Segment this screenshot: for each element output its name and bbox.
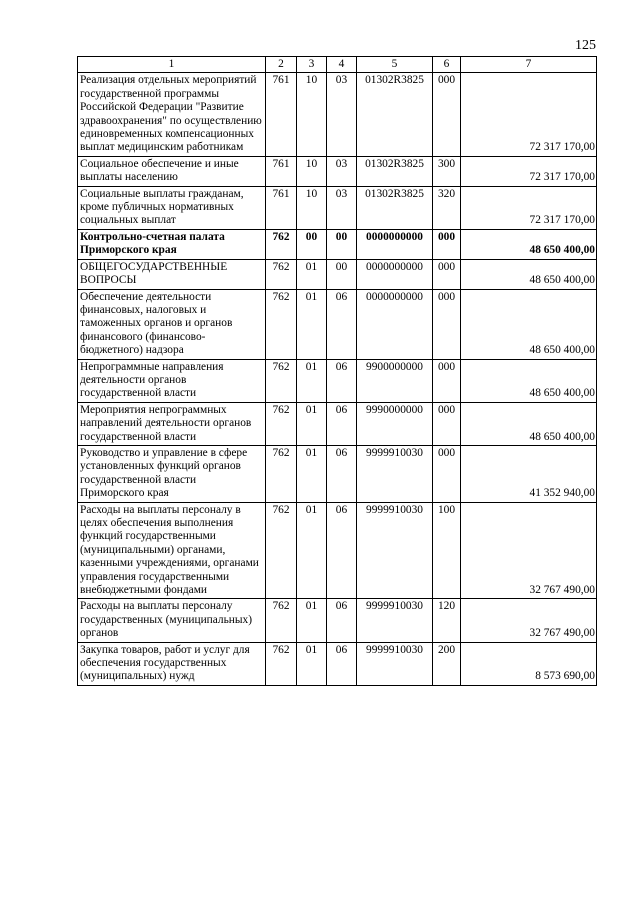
- row-name-cell: Обеспечение деятельности финансовых, налоговых и таможенных органов и органов финансового (финансово-бюджетного) надзора: [78, 289, 266, 359]
- row-type-cell: 000: [433, 73, 461, 156]
- row-name-cell: Мероприятия непрограммных направлений деятельности органов государственной власти: [78, 402, 266, 445]
- row-name-cell: Закупка товаров, работ и услуг для обеспечения государственных (муниципальных) нужд: [78, 642, 266, 685]
- row-name-cell: Реализация отдельных мероприятий государственной программы Российской Федерации "Развитие здравоохранения" по осуществлению единовременных компенсационных выплат медицинским работникам: [78, 73, 266, 156]
- row-type-cell: 320: [433, 186, 461, 229]
- row-amount-cell: 8 573 690,00: [461, 642, 597, 685]
- row-target-cell: 0000000000: [357, 229, 433, 259]
- row-target-cell: 9900000000: [357, 359, 433, 402]
- table-row: [78, 259, 597, 289]
- row-amount-cell: 32 767 490,00: [461, 502, 597, 599]
- row-section-cell: 01: [297, 259, 327, 289]
- header-cell: 6: [433, 57, 461, 73]
- table-row: [78, 229, 597, 259]
- row-target-cell: 01302R3825: [357, 73, 433, 156]
- row-amount-cell: 72 317 170,00: [461, 73, 597, 156]
- row-code-cell: 762: [266, 642, 297, 685]
- row-subsection-cell: 06: [327, 445, 357, 502]
- row-target-cell: 9999910030: [357, 502, 433, 599]
- row-code-cell: 762: [266, 445, 297, 502]
- row-amount-cell: 48 650 400,00: [461, 359, 597, 402]
- row-subsection-cell: 03: [327, 73, 357, 156]
- row-code-cell: 762: [266, 502, 297, 599]
- row-subsection-cell: 06: [327, 599, 357, 642]
- row-type-cell: 000: [433, 445, 461, 502]
- budget-table: [77, 56, 597, 686]
- table-row: [78, 642, 597, 685]
- row-subsection-cell: 06: [327, 642, 357, 685]
- row-name-cell: Руководство и управление в сфере установленных функций органов государственной власти Приморского края: [78, 445, 266, 502]
- row-code-cell: 762: [266, 599, 297, 642]
- table-row: [78, 156, 597, 186]
- row-code-cell: 761: [266, 186, 297, 229]
- row-target-cell: 0000000000: [357, 289, 433, 359]
- table-body: [78, 57, 597, 686]
- row-name-cell: Расходы на выплаты персоналу государственных (муниципальных) органов: [78, 599, 266, 642]
- row-code-cell: 762: [266, 359, 297, 402]
- table-row: [78, 359, 597, 402]
- row-type-cell: 100: [433, 502, 461, 599]
- header-cell: 4: [327, 57, 357, 73]
- header-cell: 3: [297, 57, 327, 73]
- row-type-cell: 000: [433, 259, 461, 289]
- row-name-cell: Непрограммные направления деятельности органов государственной власти: [78, 359, 266, 402]
- row-amount-cell: 48 650 400,00: [461, 289, 597, 359]
- row-section-cell: 01: [297, 599, 327, 642]
- row-amount-cell: 48 650 400,00: [461, 259, 597, 289]
- table-row: [78, 186, 597, 229]
- row-section-cell: 10: [297, 73, 327, 156]
- row-target-cell: 01302R3825: [357, 186, 433, 229]
- row-section-cell: 01: [297, 445, 327, 502]
- row-type-cell: 300: [433, 156, 461, 186]
- row-type-cell: 000: [433, 289, 461, 359]
- row-subsection-cell: 03: [327, 156, 357, 186]
- table-row: [78, 289, 597, 359]
- table-row: [78, 73, 597, 156]
- row-subsection-cell: 06: [327, 502, 357, 599]
- header-row: [78, 57, 597, 73]
- row-type-cell: 200: [433, 642, 461, 685]
- row-section-cell: 10: [297, 186, 327, 229]
- row-name-cell: Социальное обеспечение и иные выплаты населению: [78, 156, 266, 186]
- row-code-cell: 762: [266, 259, 297, 289]
- row-name-cell: Контрольно-счетная палата Приморского края: [78, 229, 266, 259]
- table-row: [78, 445, 597, 502]
- page-number: 125: [575, 38, 596, 53]
- header-cell: 7: [461, 57, 597, 73]
- row-type-cell: 000: [433, 359, 461, 402]
- row-code-cell: 762: [266, 289, 297, 359]
- header-cell: 2: [266, 57, 297, 73]
- row-amount-cell: 32 767 490,00: [461, 599, 597, 642]
- row-amount-cell: 72 317 170,00: [461, 156, 597, 186]
- row-name-cell: Социальные выплаты гражданам, кроме публичных нормативных социальных выплат: [78, 186, 266, 229]
- row-subsection-cell: 00: [327, 229, 357, 259]
- row-name-cell: ОБЩЕГОСУДАРСТВЕННЫЕ ВОПРОСЫ: [78, 259, 266, 289]
- row-section-cell: 01: [297, 642, 327, 685]
- row-section-cell: 01: [297, 289, 327, 359]
- row-code-cell: 761: [266, 156, 297, 186]
- row-amount-cell: 48 650 400,00: [461, 229, 597, 259]
- header-cell: 1: [78, 57, 266, 73]
- row-target-cell: 9999910030: [357, 642, 433, 685]
- row-target-cell: 01302R3825: [357, 156, 433, 186]
- row-target-cell: 9990000000: [357, 402, 433, 445]
- row-subsection-cell: 03: [327, 186, 357, 229]
- header-cell: 5: [357, 57, 433, 73]
- row-amount-cell: 41 352 940,00: [461, 445, 597, 502]
- row-subsection-cell: 06: [327, 402, 357, 445]
- row-type-cell: 120: [433, 599, 461, 642]
- row-target-cell: 9999910030: [357, 599, 433, 642]
- table-row: [78, 599, 597, 642]
- row-name-cell: Расходы на выплаты персоналу в целях обеспечения выполнения функций государственными (муниципальными) органами, казенными учреждениями, органами управления государственными внебюджетными фондами: [78, 502, 266, 599]
- row-amount-cell: 72 317 170,00: [461, 186, 597, 229]
- row-section-cell: 00: [297, 229, 327, 259]
- row-code-cell: 762: [266, 402, 297, 445]
- row-type-cell: 000: [433, 229, 461, 259]
- row-subsection-cell: 00: [327, 259, 357, 289]
- row-subsection-cell: 06: [327, 359, 357, 402]
- table-row: [78, 402, 597, 445]
- table-row: [78, 502, 597, 599]
- row-section-cell: 10: [297, 156, 327, 186]
- row-target-cell: 9999910030: [357, 445, 433, 502]
- row-code-cell: 761: [266, 73, 297, 156]
- row-section-cell: 01: [297, 359, 327, 402]
- row-amount-cell: 48 650 400,00: [461, 402, 597, 445]
- row-type-cell: 000: [433, 402, 461, 445]
- row-subsection-cell: 06: [327, 289, 357, 359]
- row-section-cell: 01: [297, 502, 327, 599]
- row-code-cell: 762: [266, 229, 297, 259]
- row-section-cell: 01: [297, 402, 327, 445]
- row-target-cell: 0000000000: [357, 259, 433, 289]
